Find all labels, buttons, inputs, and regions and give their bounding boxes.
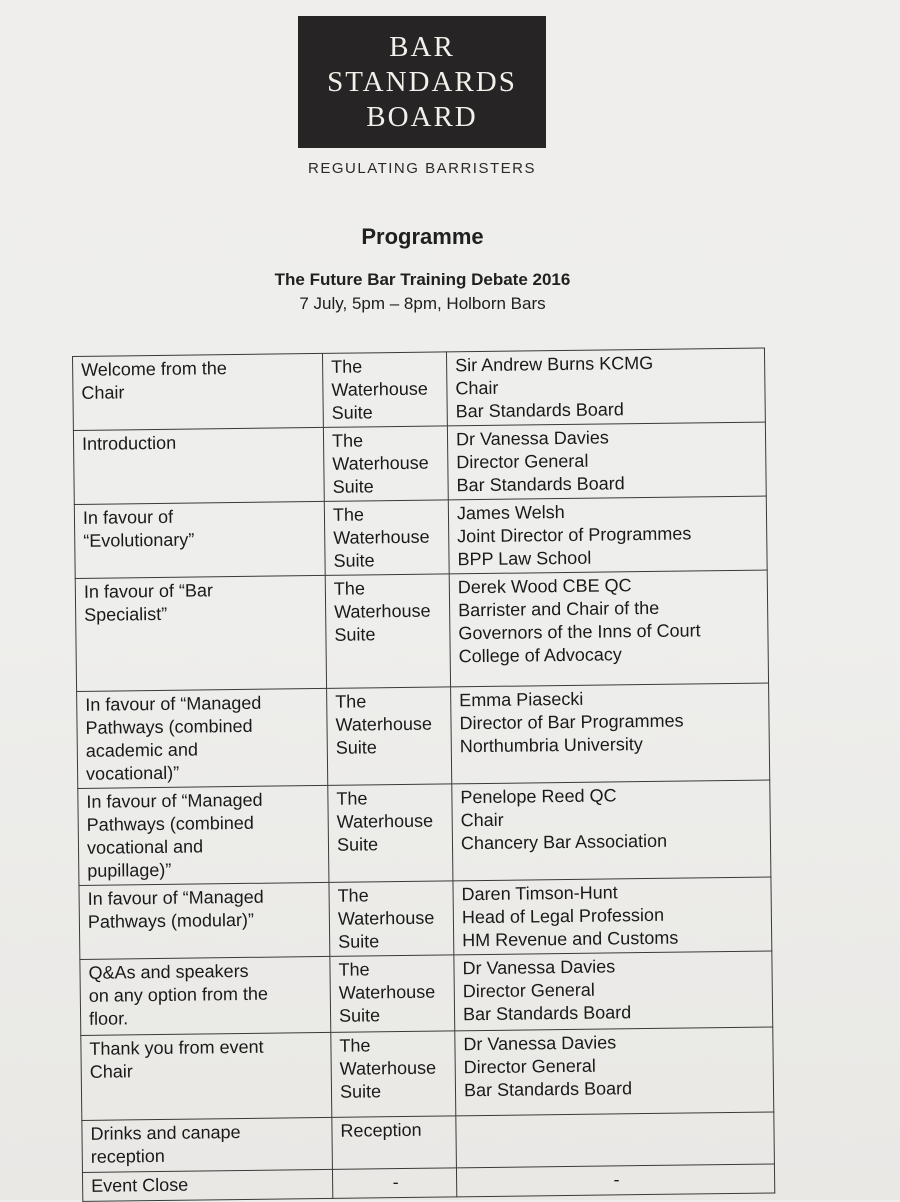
venue-cell: The Waterhouse Suite [325, 574, 450, 689]
table-row [73, 348, 766, 430]
venue-cell: - [332, 1168, 456, 1199]
speaker-cell: Dr Vanessa Davies Director General Bar Standards Board [447, 422, 766, 500]
logo-line-2: STANDARDS [327, 65, 517, 98]
speaker-cell: Derek Wood CBE QC Barrister and Chair of the Governors of the Inns of Court College of Advocacy [449, 570, 768, 687]
venue-cell: The Waterhouse Suite [323, 426, 448, 502]
programme-item-cell: Introduction [73, 427, 324, 504]
programme-item-cell: In favour of “Bar Specialist” [75, 575, 326, 691]
table-row [73, 422, 766, 504]
venue-cell: The Waterhouse Suite [329, 881, 454, 957]
venue-cell: Reception [332, 1116, 457, 1170]
table-row [81, 1027, 774, 1120]
programme-item-cell: Drinks and canape reception [82, 1117, 333, 1172]
speaker-cell [456, 1112, 775, 1168]
page-title: Programme [361, 224, 484, 249]
table-row [79, 877, 772, 959]
venue-cell: The Waterhouse Suite [322, 352, 447, 428]
venue-cell: The Waterhouse Suite [330, 955, 455, 1033]
venue-cell: The Waterhouse Suite [331, 1031, 456, 1118]
speaker-cell: Sir Andrew Burns KCMG Chair Bar Standards Board [446, 348, 765, 426]
table-row [74, 496, 767, 578]
logo-line-1: BAR [389, 30, 455, 63]
venue-cell: The Waterhouse Suite [328, 784, 453, 883]
programme-item-cell: Thank you from event Chair [81, 1032, 332, 1120]
event-details: 7 July, 5pm – 8pm, Holborn Bars [299, 294, 546, 313]
programme-item-cell: In favour of “Managed Pathways (combined vocational and pupillage)” [78, 785, 329, 885]
speaker-cell: Daren Timson-Hunt Head of Legal Profession HM Revenue and Customs [453, 877, 772, 955]
venue-cell: The Waterhouse Suite [327, 687, 452, 786]
programme-item-cell: Welcome from the Chair [73, 353, 324, 430]
programme-item-cell: Event Close [82, 1169, 332, 1201]
speaker-cell: James Welsh Joint Director of Programmes BPP Law School [448, 496, 767, 574]
speaker-cell: Dr Vanessa Davies Director General Bar Standards Board [455, 1027, 774, 1116]
event-title: The Future Bar Training Debate 2016 [274, 270, 571, 289]
speaker-cell: Penelope Reed QC Chair Chancery Bar Association [452, 780, 771, 881]
table-row [80, 951, 773, 1035]
table-row [82, 1112, 775, 1172]
programme-item-cell: In favour of “Managed Pathways (modular)” [79, 882, 330, 959]
bsb-logo [298, 16, 546, 148]
table-row [77, 683, 770, 788]
table-row [78, 780, 771, 885]
logo-line-3: BOARD [366, 100, 478, 133]
programme-item-cell: In favour of “Evolutionary” [74, 501, 325, 578]
speaker-cell: - [456, 1164, 774, 1197]
table-row [75, 570, 768, 691]
venue-cell: The Waterhouse Suite [324, 500, 449, 576]
programme-item-cell: Q&As and speakers on any option from the floor. [80, 956, 331, 1035]
speaker-cell: Dr Vanessa Davies Director General Bar Standards Board [454, 951, 773, 1031]
programme-item-cell: In favour of “Managed Pathways (combined academic and vocational)” [77, 688, 328, 788]
programme-table [72, 348, 774, 1196]
speaker-cell: Emma Piasecki Director of Bar Programmes Northumbria University [451, 683, 770, 784]
logo-tagline: REGULATING BARRISTERS [308, 160, 536, 177]
